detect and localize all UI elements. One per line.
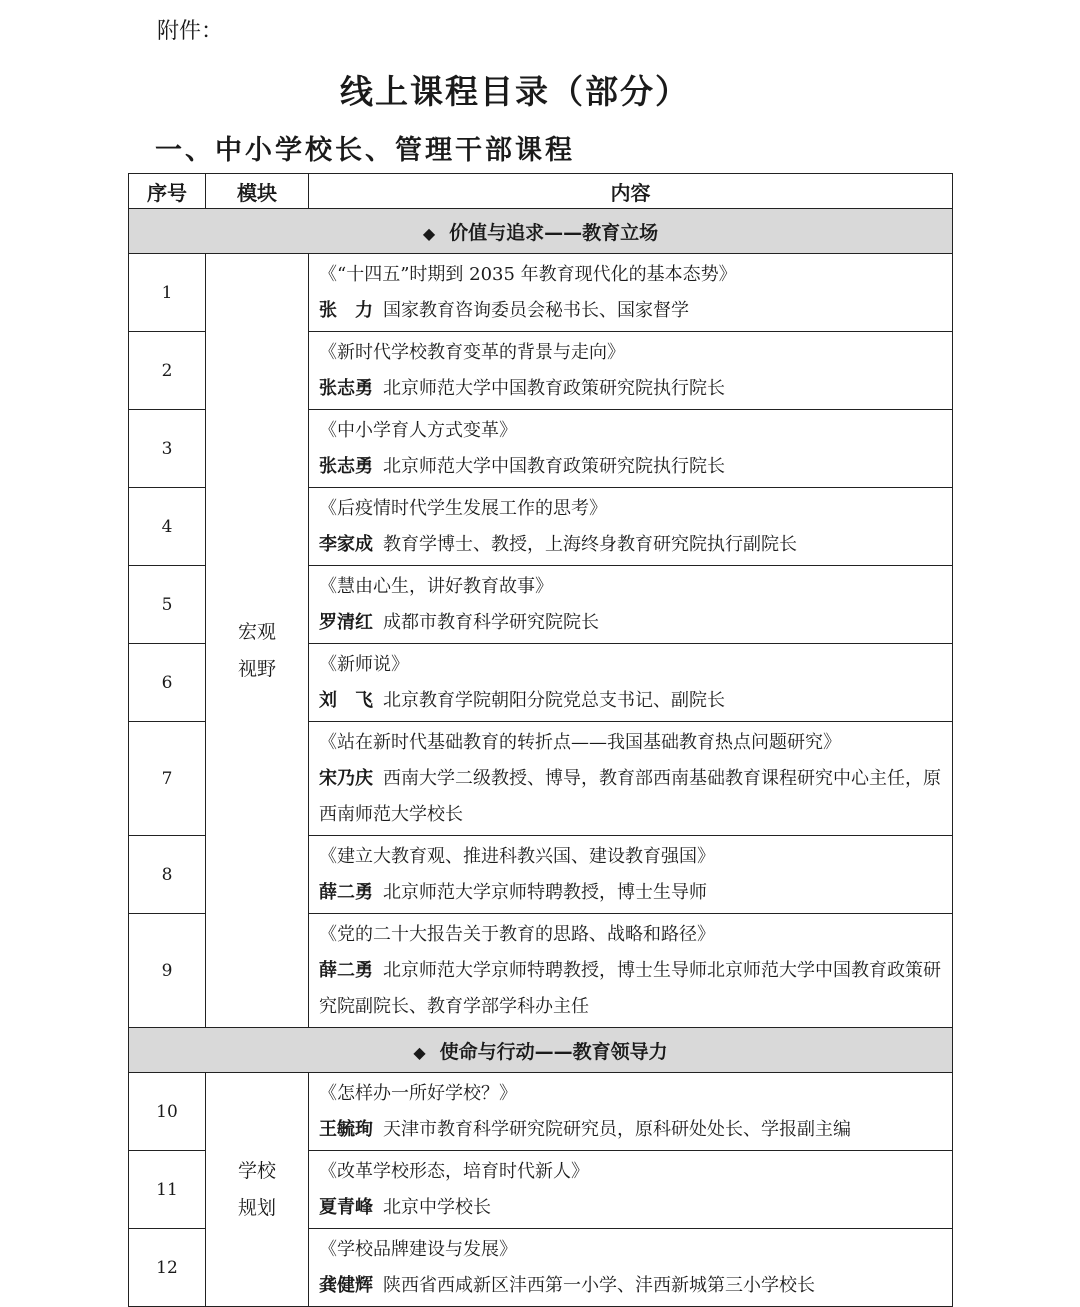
table-header-row (129, 174, 953, 209)
page-title: 线上课程目录（部分） (340, 72, 690, 111)
table-body (129, 209, 953, 1307)
speaker-name: 薛二勇 (319, 882, 373, 903)
course-title: 《中小学育人方式变革》 (319, 420, 517, 441)
speaker-description: 西南大学二级教授、博导，教育部西南基础教育课程研究中心主任，原西南师范大学校长 (319, 768, 941, 825)
content-cell (309, 914, 953, 1028)
speaker-line (319, 605, 942, 641)
table-row (129, 254, 953, 332)
course-title: 《“十四五”时期到 2035 年教育现代化的基本态势》 (319, 264, 737, 285)
row-number: 11 (129, 1151, 206, 1229)
speaker-name: 张志勇 (319, 378, 373, 399)
speaker-name: 宋乃庆 (319, 768, 373, 789)
speaker-line (319, 683, 942, 719)
course-title: 《站在新时代基础教育的转折点——我国基础教育热点问题研究》 (319, 732, 841, 753)
row-number: 8 (129, 836, 206, 914)
row-number: 1 (129, 254, 206, 332)
content-cell (309, 722, 953, 836)
module-cell (206, 1073, 309, 1307)
speaker-line (319, 1112, 942, 1148)
speaker-line (319, 449, 942, 485)
row-number: 3 (129, 410, 206, 488)
speaker-description: 北京中学校长 (383, 1197, 491, 1218)
course-title: 《后疫情时代学生发展工作的思考》 (319, 498, 607, 519)
course-title: 《新时代学校教育变革的背景与走向》 (319, 342, 625, 363)
speaker-name: 夏青峰 (319, 1197, 373, 1218)
content-cell (309, 1229, 953, 1307)
speaker-description: 教育学博士、教授，上海终身教育研究院执行副院长 (383, 534, 797, 555)
speaker-name: 张 力 (319, 300, 373, 321)
course-catalog-table (128, 173, 953, 1307)
speaker-description: 北京师范大学中国教育政策研究院执行院长 (383, 456, 725, 477)
speaker-description: 陕西省西咸新区沣西第一小学、沣西新城第三小学校长 (383, 1275, 815, 1296)
speaker-line (319, 875, 942, 911)
speaker-name: 龚健辉 (319, 1275, 373, 1296)
attachment-label: 附件： (157, 19, 224, 44)
module-label: 宏观 (237, 620, 276, 643)
speaker-description: 国家教育咨询委员会秘书长、国家督学 (383, 300, 689, 321)
speaker-line (319, 293, 942, 329)
speaker-line (319, 371, 942, 407)
column-header-number: 序号 (129, 174, 206, 209)
content-cell (309, 410, 953, 488)
row-number: 5 (129, 566, 206, 644)
module-label: 学校 (237, 1159, 276, 1182)
group-header (129, 1028, 953, 1073)
speaker-description: 北京师范大学京师特聘教授，博士生导师北京师范大学中国教育政策研究院副院长、教育学部学科办主任 (319, 960, 941, 1017)
row-number: 9 (129, 914, 206, 1028)
speaker-name: 罗清红 (319, 612, 373, 633)
row-number: 6 (129, 644, 206, 722)
column-header-module: 模块 (206, 174, 309, 209)
content-cell (309, 488, 953, 566)
speaker-description: 北京教育学院朝阳分院党总支书记、副院长 (383, 690, 725, 711)
content-cell (309, 332, 953, 410)
course-title: 《怎样办一所好学校？》 (319, 1083, 517, 1104)
row-number: 12 (129, 1229, 206, 1307)
content-cell (309, 836, 953, 914)
course-title: 《慧由心生，讲好教育故事》 (319, 576, 553, 597)
group-row (129, 1028, 953, 1073)
module-label: 视野 (237, 657, 276, 680)
speaker-line (319, 1190, 942, 1226)
speaker-line (319, 761, 942, 833)
speaker-name: 李家成 (319, 534, 373, 555)
speaker-description: 天津市教育科学研究院研究员，原科研处处长、学报副主编 (383, 1119, 851, 1140)
content-cell (309, 254, 953, 332)
speaker-name: 刘 飞 (319, 690, 373, 711)
diamond-bullet-icon: ◆ (422, 223, 436, 243)
course-title: 《学校品牌建设与发展》 (319, 1239, 517, 1260)
speaker-line (319, 953, 942, 1025)
section-heading: 一、中小学校长、管理干部课程 (155, 135, 575, 166)
row-number: 10 (129, 1073, 206, 1151)
group-row (129, 209, 953, 254)
table-row (129, 1073, 953, 1151)
diamond-bullet-icon: ◆ (413, 1042, 426, 1062)
speaker-line (319, 1268, 942, 1304)
speaker-name: 张志勇 (319, 456, 373, 477)
course-title: 《改革学校形态，培育时代新人》 (319, 1161, 589, 1182)
speaker-name: 薛二勇 (319, 960, 373, 981)
content-cell (309, 1073, 953, 1151)
content-cell (309, 644, 953, 722)
row-number: 7 (129, 722, 206, 836)
column-header-content: 内容 (309, 174, 953, 209)
speaker-name: 王毓珣 (319, 1119, 373, 1140)
row-number: 4 (129, 488, 206, 566)
course-title: 《建立大教育观、推进科教兴国、建设教育强国》 (319, 846, 715, 867)
course-title: 《党的二十大报告关于教育的思路、战略和路径》 (319, 924, 715, 945)
speaker-description: 北京师范大学京师特聘教授，博士生导师 (383, 882, 707, 903)
content-cell (309, 1151, 953, 1229)
group-title: 使命与行动——教育领导力 (439, 1040, 668, 1063)
module-cell (206, 254, 309, 1028)
speaker-description: 北京师范大学中国教育政策研究院执行院长 (383, 378, 725, 399)
speaker-line (319, 527, 942, 563)
content-cell (309, 566, 953, 644)
course-title: 《新师说》 (319, 654, 409, 675)
module-label: 规划 (237, 1196, 276, 1219)
group-header (129, 209, 953, 254)
row-number: 2 (129, 332, 206, 410)
group-title: 价值与追求——教育立场 (449, 221, 659, 244)
speaker-description: 成都市教育科学研究院院长 (383, 612, 599, 633)
